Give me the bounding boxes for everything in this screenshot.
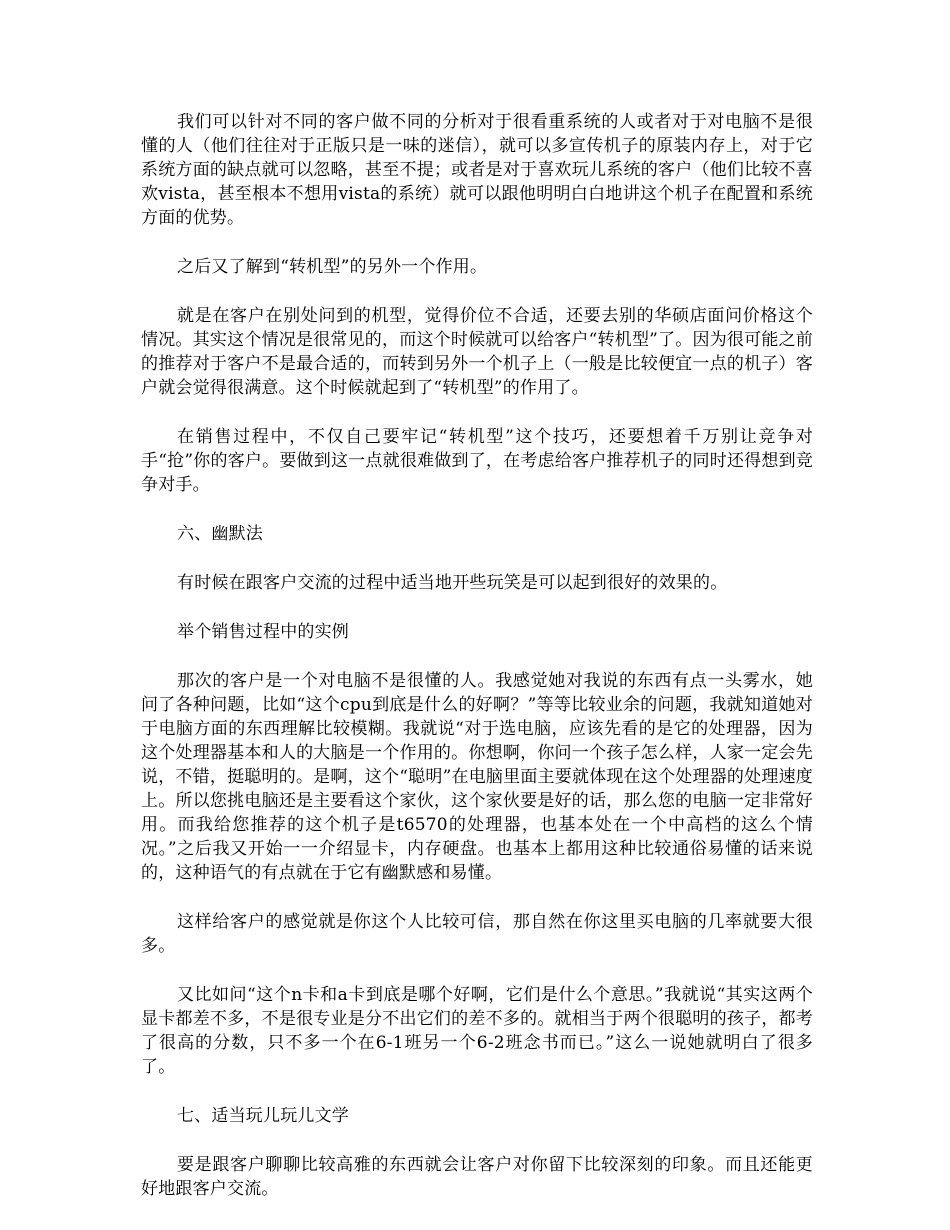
paragraph-example-label: 举个销售过程中的实例 [177, 622, 349, 642]
section-heading-humor: 六、幽默法 [177, 524, 263, 544]
paragraph-competitor: 在销售过程中，不仅自己要牢记“转机型”这个技巧，还要想着千万别让竞争对手“抢”你的客户。要做到这一点就很难做到了，在考虑给客户推荐机子的同时还得想到竞争对手。 [141, 427, 813, 495]
paragraph-literature: 要是跟客户聊聊比较高雅的东西就会让客户对你留下比较深刻的印象。而且还能更好地跟客户交流。 [141, 1155, 813, 1199]
document-page [141, 110, 813, 1226]
paragraph-switch-model-intro: 之后又了解到“转机型”的另外一个作用。 [177, 257, 488, 277]
paragraph-switch-model-price: 就是在客户在别处问到的机型，觉得价位不合适，还要去别的华硕店面问价格这个情况。其实这个情况是很常见的，而这个时候就可以给客户“转机型”了。因为很可能之前的推荐对于客户不是最合适的，而转到另外一个机子上（一般是比较便宜一点的机子）客户就会觉得很满意。这个时候就起到了“转机型”的作用了。 [141, 306, 813, 398]
paragraph-gpu-example: 又比如问“这个n卡和a卡到底是哪个好啊，它们是什么个意思。”我就说“其实这两个显卡都差不多，不是很专业是分不出它们的差不多的。就相当于两个很聪明的孩子，都考了很高的分数，只不多一个在6-1班另一个6-2班念书而已。”这么一说她就明白了很多了。 [141, 985, 813, 1077]
paragraph-humor-intro: 有时候在跟客户交流的过程中适当地开些玩笑是可以起到很好的效果的。 [177, 573, 728, 593]
paragraph-cpu-example: 那次的客户是一个对电脑不是很懂的人。我感觉她对我说的东西有点一头雾水，她问了各种问题，比如“这个cpu到底是什么的好啊？”等等比较业余的问题，我就知道她对于电脑方面的东西理解比较模糊。我就说“对于选电脑，应该先看的是它的处理器，因为这个处理器基本和人的大脑是一个作用的。你想啊，你问一个孩子怎么样，人家一定会先说，不错，挺聪明的。是啊，这个“聪明”在电脑里面主要就体现在这个处理器的处理速度上。所以您挑电脑还是主要看这个家伙，这个家伙要是好的话，那么您的电脑一定非常好用。而我给您推荐的这个机子是t6570的处理器，也基本处在一个中高档的这么个情况。”之后我又开始一一介绍显卡，内存硬盘。也基本上都用这种比较通俗易懂的话来说的，这种语气的有点就在于它有幽默感和易懂。 [141, 671, 813, 883]
paragraph-trust: 这样给客户的感觉就是你这个人比较可信，那自然在你这里买电脑的几率就要大很多。 [141, 912, 813, 956]
paragraph-system-analysis: 我们可以针对不同的客户做不同的分析对于很看重系统的人或者对于对电脑不是很懂的人（他们往往对于正版只是一味的迷信），就可以多宣传机子的原装内存上，对于它系统方面的缺点就可以忽略，甚至不提；或者是对于喜欢玩儿系统的客户（他们比较不喜欢vista，甚至根本不想用vista的系统）就可以跟他明明白白地讲这个机子在配置和系统方面的优势。 [141, 112, 813, 228]
section-heading-literature: 七、适当玩儿玩儿文学 [177, 1106, 349, 1126]
